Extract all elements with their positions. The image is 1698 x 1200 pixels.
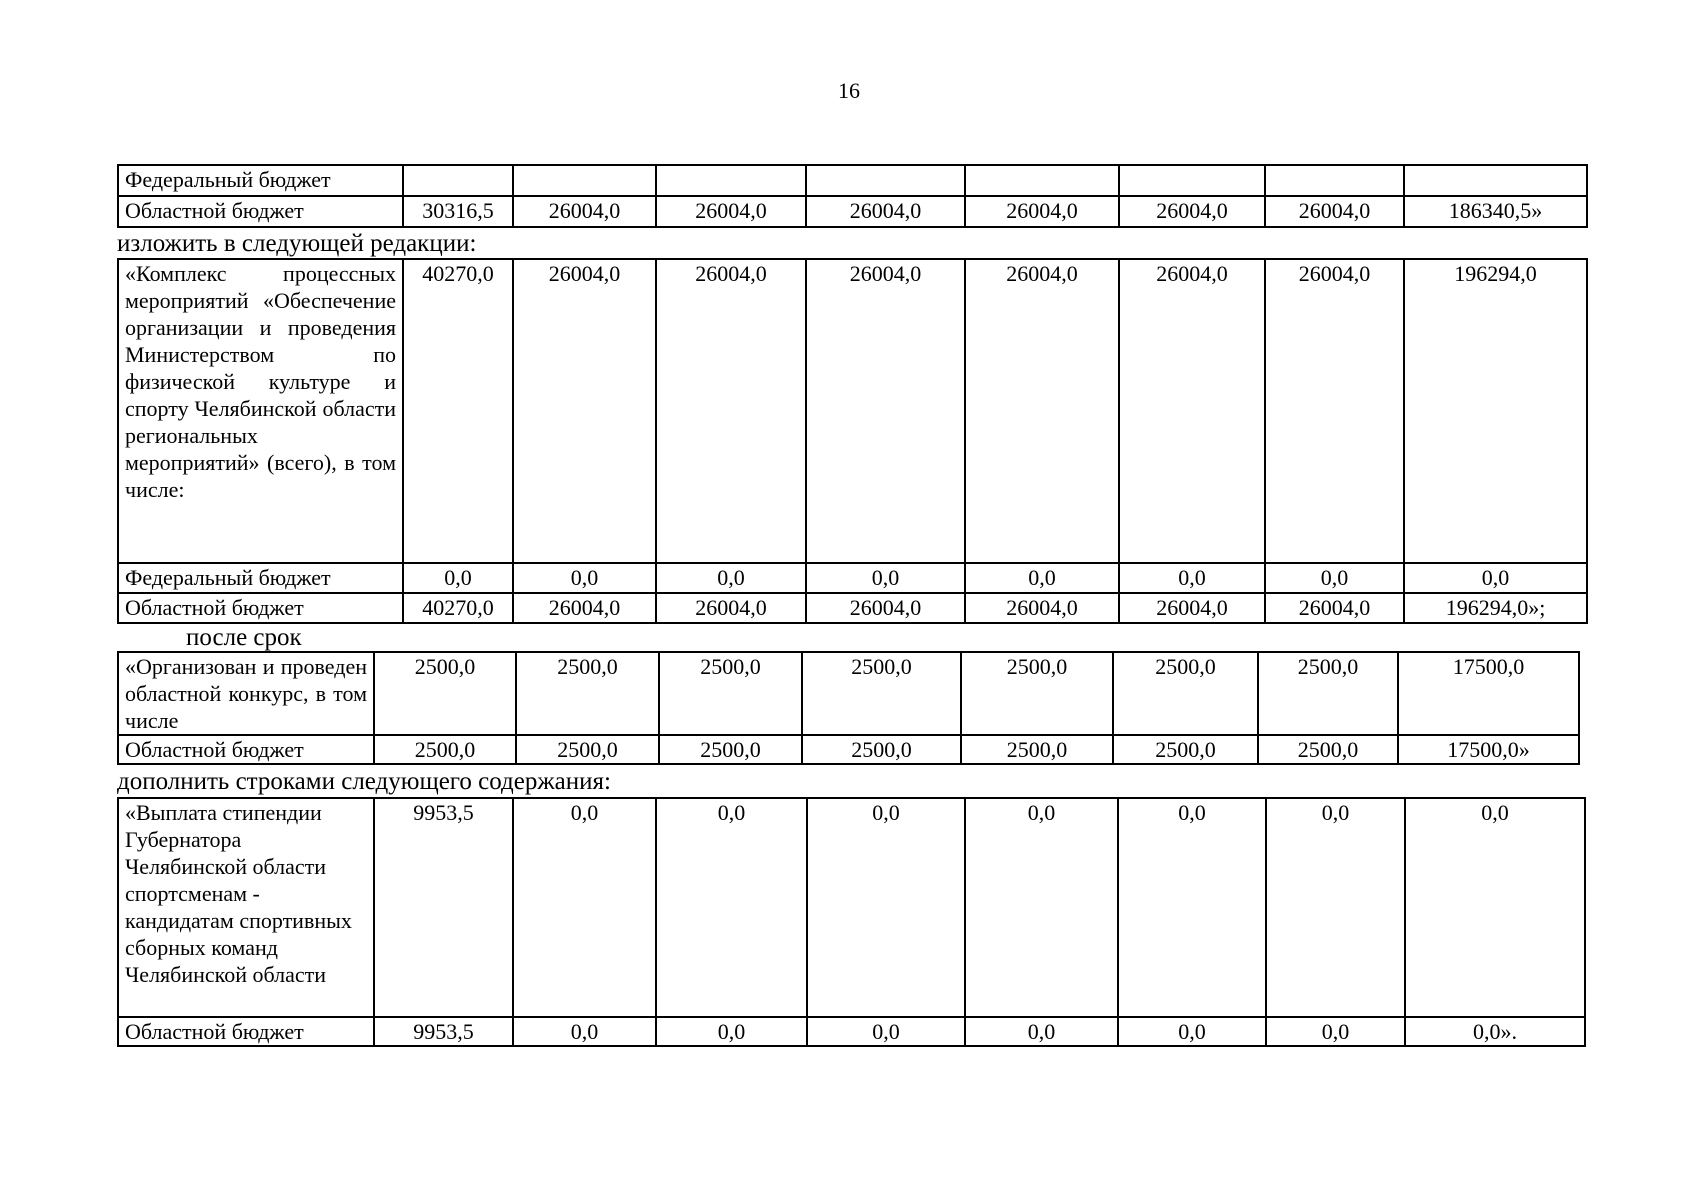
page-number: 16: [838, 78, 860, 103]
table-cell: [965, 165, 1119, 196]
table-cell: [1265, 165, 1404, 196]
table-cell: 0,0: [1405, 798, 1585, 1017]
budget-table-4: [117, 797, 1586, 1047]
table-row: [118, 563, 1587, 593]
table-cell: 26004,0: [513, 593, 656, 623]
table-cell: 0,0: [807, 1017, 965, 1046]
row-label: Областной бюджет: [118, 593, 403, 623]
table-cell: 26004,0: [1265, 259, 1404, 563]
row-label: «Комплекс процессных мероприятий «Обеспечение организации и проведения Министерством по физической культуре и спорту Челябинской области региональных мероприятий» (всего), в том числе:: [118, 259, 403, 563]
table-cell: [403, 165, 513, 196]
table-cell: [1404, 165, 1587, 196]
table-cell: 26004,0: [1119, 259, 1265, 563]
table-row: [118, 165, 1587, 196]
table-cell: 26004,0: [806, 593, 965, 623]
table-cell: 26004,0: [965, 196, 1119, 227]
table-cell: 2500,0: [516, 652, 659, 735]
table-cell: 26004,0: [656, 196, 806, 227]
table-cell: 0,0: [656, 1017, 807, 1046]
table-cell: 2500,0: [374, 652, 516, 735]
table-cell: 26004,0: [1119, 593, 1265, 623]
table-cell: 26004,0: [1265, 196, 1404, 227]
table-cell: 0,0: [513, 798, 656, 1017]
table-cell: 9953,5: [374, 798, 513, 1017]
table-cell: 2500,0: [802, 735, 961, 764]
table-cell: 2500,0: [659, 652, 802, 735]
table-cell: 40270,0: [403, 259, 513, 563]
table-cell: 186340,5»: [1404, 196, 1587, 227]
instruction-text: после срок: [186, 624, 302, 651]
table-cell: 196294,0»;: [1404, 593, 1587, 623]
table-cell: 17500,0»: [1398, 735, 1579, 764]
row-label: Областной бюджет: [118, 735, 374, 764]
table-cell: 0,0: [965, 563, 1119, 593]
instruction-text: изложить в следующей редакции:: [117, 230, 477, 257]
table-cell: 2500,0: [1258, 735, 1398, 764]
table-cell: 2500,0: [1113, 652, 1258, 735]
table-cell: 0,0: [806, 563, 965, 593]
table-cell: 0,0: [965, 798, 1118, 1017]
table-row: [118, 593, 1587, 623]
table-cell: 2500,0: [802, 652, 961, 735]
budget-table-2: [117, 258, 1588, 624]
table-row: [118, 1017, 1585, 1046]
row-label: Областной бюджет: [118, 196, 403, 227]
table-cell: 196294,0: [1404, 259, 1587, 563]
row-label: «Организован и проведен областной конкурс, в том числе: [118, 652, 374, 735]
table-cell: 2500,0: [961, 652, 1113, 735]
table-cell: 2500,0: [516, 735, 659, 764]
table-cell: 2500,0: [1258, 652, 1398, 735]
table-cell: 2500,0: [374, 735, 516, 764]
table-cell: 2500,0: [659, 735, 802, 764]
table-row: [118, 798, 1585, 1017]
table-cell: 0,0: [1265, 563, 1404, 593]
table-cell: 0,0: [513, 1017, 656, 1046]
table-cell: 0,0: [1118, 1017, 1266, 1046]
table-cell: 2500,0: [961, 735, 1113, 764]
table-cell: 26004,0: [965, 259, 1119, 563]
table-cell: 30316,5: [403, 196, 513, 227]
table-cell: 0,0: [513, 563, 656, 593]
table-cell: 0,0: [1266, 1017, 1405, 1046]
table-cell: 17500,0: [1398, 652, 1579, 735]
budget-table-3: [117, 651, 1580, 765]
table-cell: [1119, 165, 1265, 196]
row-label: Областной бюджет: [118, 1017, 374, 1046]
table-cell: 26004,0: [1119, 196, 1265, 227]
table-cell: 9953,5: [374, 1017, 513, 1046]
table-cell: 26004,0: [513, 196, 656, 227]
table-cell: 0,0: [403, 563, 513, 593]
table-cell: 26004,0: [806, 196, 965, 227]
table-row: [118, 652, 1579, 735]
table-cell: 40270,0: [403, 593, 513, 623]
table-cell: 0,0: [1118, 798, 1266, 1017]
table-cell: 0,0: [1266, 798, 1405, 1017]
table-cell: 0,0: [656, 798, 807, 1017]
table-cell: 0,0: [965, 1017, 1118, 1046]
table-cell: [656, 165, 806, 196]
table-cell: 0,0».: [1405, 1017, 1585, 1046]
table-cell: [806, 165, 965, 196]
table-cell: 26004,0: [806, 259, 965, 563]
table-cell: 0,0: [807, 798, 965, 1017]
row-label: «Выплата стипендии Губернатора Челябинской области спортсменам - кандидатам спортивных сборных команд Челябинской области: [118, 798, 374, 1017]
budget-table-1: [117, 164, 1588, 228]
table-cell: 26004,0: [513, 259, 656, 563]
table-row: [118, 735, 1579, 764]
table-cell: 0,0: [1404, 563, 1587, 593]
table-cell: 0,0: [656, 563, 806, 593]
instruction-text: дополнить строками следующего содержания:: [117, 768, 611, 795]
table-row: [118, 259, 1587, 563]
table-cell: 2500,0: [1113, 735, 1258, 764]
row-label: Федеральный бюджет: [118, 563, 403, 593]
table-row: [118, 196, 1587, 227]
table-cell: 26004,0: [1265, 593, 1404, 623]
table-cell: 26004,0: [656, 593, 806, 623]
table-cell: 0,0: [1119, 563, 1265, 593]
table-cell: 26004,0: [656, 259, 806, 563]
row-label: Федеральный бюджет: [118, 165, 403, 196]
table-cell: [513, 165, 656, 196]
table-cell: 26004,0: [965, 593, 1119, 623]
